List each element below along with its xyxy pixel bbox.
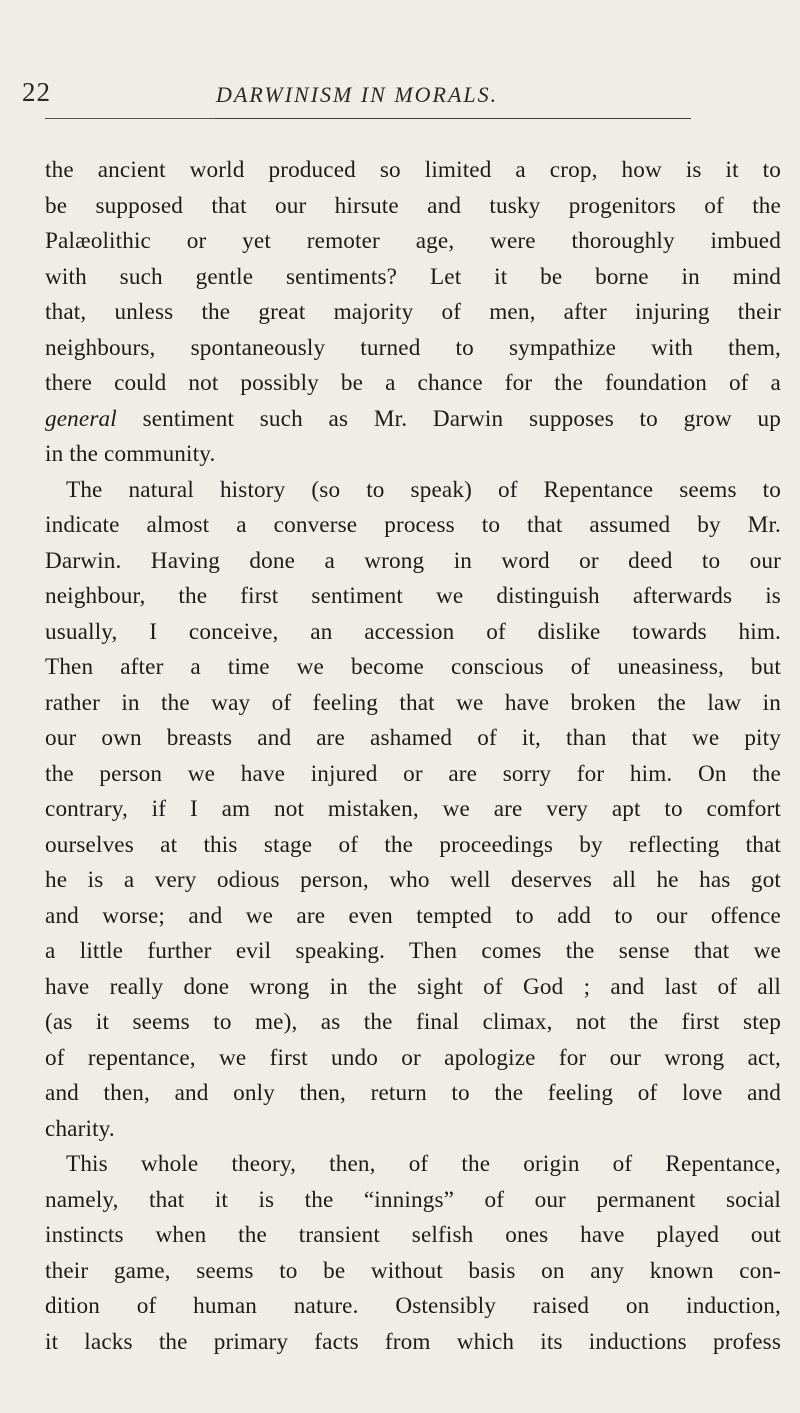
header-rule-left [45,118,215,119]
header-rule [215,118,691,119]
text-line: Darwin. Having done a wrong in word or deed to our [45,547,781,574]
text-line: our own breasts and are ashamed of it, than that we pity [45,725,781,751]
text-line: Then after a time we become conscious of uneasiness, but [45,654,781,680]
text-line: This whole theory, then, of the origin of Repentance, [66,1151,781,1177]
text-line: general sentiment such as Mr. Darwin supposes to grow up [45,405,781,432]
page-number: 22 [22,77,51,107]
running-title: DARWINISM IN MORALS. [216,82,499,107]
text-line: he is a very odious person, who well deserves all he has got [45,867,781,893]
italic-word: general [45,405,117,432]
text-line: namely, that it is the “innings” of our permanent social [45,1186,781,1213]
text-line: there could not possibly be a chance for the foundation of a [45,370,781,396]
text-line: and worse; and we are even tempted to add to our offence [45,902,781,929]
body-text [45,153,781,1360]
text-line: dition of human nature. Ostensibly raised on induction, [45,1293,781,1319]
text-line: The natural history (so to speak) of Repentance seems to [66,476,781,503]
text-line: it lacks the primary facts from which its inductions profess [45,1328,781,1355]
text-line: neighbour, the first sentiment we distinguish afterwards is [45,583,781,609]
text-line: of repentance, we first undo or apologize for our wrong act, [45,1044,781,1071]
text-line: Palæolithic or yet remoter age, were thoroughly imbued [45,228,781,254]
text-line: indicate almost a converse process to that assumed by Mr. [45,512,781,538]
text-line: and then, and only then, return to the feeling of love and [45,1080,781,1106]
text-line: that, unless the great majority of men, after injuring their [45,299,781,325]
text-line: instincts when the transient selfish ones have played out [45,1222,781,1248]
text-line: rather in the way of feeling that we have broken the law in [45,689,781,716]
text-line: their game, seems to be without basis on any known con- [45,1257,781,1284]
text-line: the ancient world produced so limited a crop, how is it to [45,157,781,183]
text-line: in the community. [45,441,216,467]
text-line: be supposed that our hirsute and tusky progenitors of the [45,192,781,219]
text-line: charity. [45,1115,115,1142]
text-line: have really done wrong in the sight of God ; and last of all [45,973,781,1000]
text-line: ourselves at this stage of the proceedings by reflecting that [45,831,781,858]
text-line: usually, I conceive, an accession of dislike towards him. [45,618,781,645]
text-line: a little further evil speaking. Then comes the sense that we [45,938,781,964]
text-line: (as it seems to me), as the final climax, not the first step [45,1009,781,1035]
text-line: contrary, if I am not mistaken, we are very apt to comfort [45,796,781,822]
text-line: neighbours, spontaneously turned to sympathize with them, [45,334,781,361]
text-line: the person we have injured or are sorry for him. On the [45,760,781,787]
text-line: with such gentle sentiments? Let it be borne in mind [45,263,781,290]
